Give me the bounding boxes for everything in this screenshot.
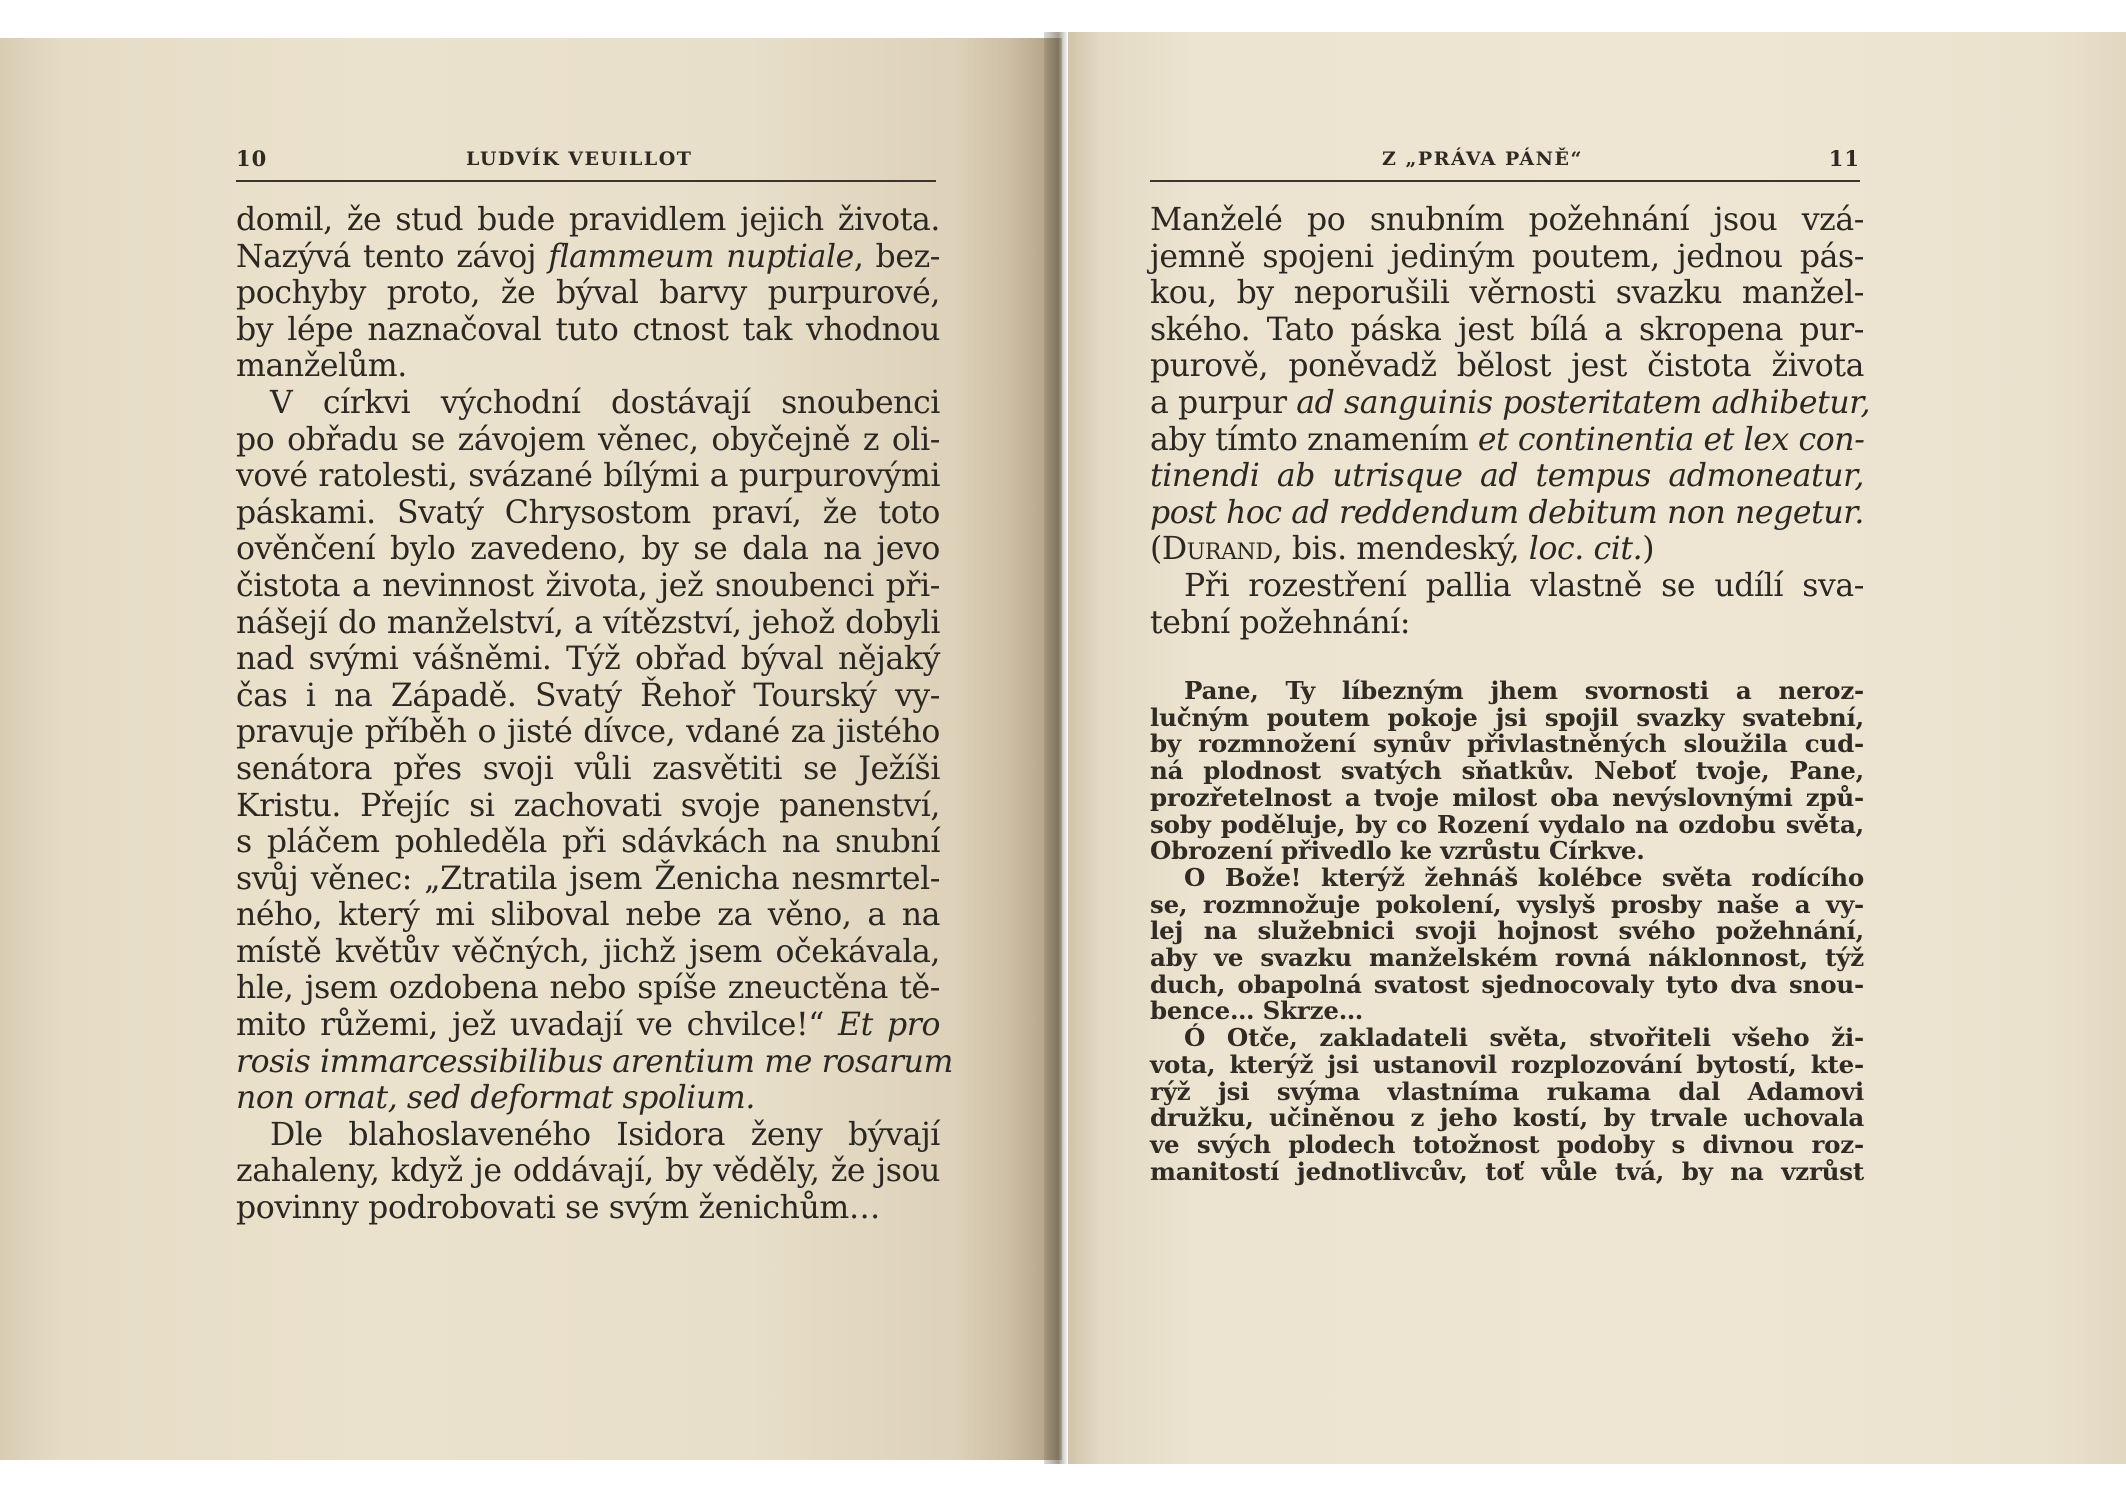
text-line [1150, 862, 1864, 892]
text-line [236, 202, 940, 239]
text-segment: Pane, Ty líbezným jhem svornosti a neroz- [1184, 676, 1864, 705]
text-line [1150, 312, 1864, 349]
text-line [1150, 348, 1864, 385]
text-line [236, 788, 940, 825]
text-line [1150, 1129, 1864, 1159]
text-segment: by rozmnožení synův přivlastněných sloužila cud- [1150, 729, 1864, 759]
left-page-header [236, 142, 936, 182]
text-line [1150, 969, 1864, 999]
text-segment: hle, jsem ozdobena nebo spíše zneuctěna tě- [236, 970, 940, 1007]
text-segment: manželům. [236, 348, 407, 385]
text-segment: kou, by neporušili věrnosti svazku manžel- [1150, 275, 1864, 312]
text-segment: Nazývá tento závoj [236, 238, 549, 275]
italic-text: flammeum nuptiale [548, 238, 854, 275]
text-segment: domil, že stud bude pravidlem jejich života. [236, 202, 940, 238]
text-segment: místě květův věčných, jichž jsem očekávala, [236, 933, 940, 970]
text-segment: pravuje příběh o jisté dívce, vdané za jistého [236, 714, 940, 751]
text-line [236, 348, 940, 385]
text-segment: povinny podrobovati se svým ženichům… [236, 1190, 880, 1227]
text-line [236, 678, 940, 715]
text-line [236, 861, 940, 898]
text-line [236, 1043, 953, 1081]
page-number-left: 10 [236, 146, 268, 171]
text-segment: ná plodnost svatých sňatkův. Neboť tvoje, Pane, [1150, 756, 1864, 786]
text-line [1150, 458, 1864, 495]
text-line [1150, 998, 1864, 1025]
running-head-right: Z „PRÁVA PÁNĚ“ [1382, 148, 1583, 170]
text-line [236, 275, 940, 312]
text-segment: ského. Tato páska jest bílá a skropena pur- [1150, 311, 1864, 348]
text-segment: soby poděluje, by co Rození vydalo na ozdobu světa, [1150, 809, 1864, 839]
text-line [236, 531, 940, 568]
text-segment: Při rozestření pallia vlastně se udílí sva- [1184, 567, 1864, 604]
text-segment: nášejí do manželství, a vítězství, jehož dobyli [236, 604, 940, 641]
text-segment: a purpur [1150, 384, 1297, 421]
text-line [236, 495, 940, 532]
text-line [1150, 605, 1864, 642]
running-head-left: LUDVÍK VEUILLOT [466, 148, 693, 170]
text-segment: mito růžemi, jež uvadají ve chvilce!“ [236, 1007, 839, 1044]
text-line [1150, 239, 1864, 276]
text-line [1150, 678, 1864, 705]
text-line [1150, 495, 1864, 532]
text-line [236, 714, 940, 751]
text-segment: vové ratolesti, svázané bílými a purpurovými [236, 458, 940, 495]
italic-text: tinendi ab utrisque ad tempus admoneatur, [1150, 458, 1864, 495]
text-line [236, 458, 940, 495]
text-line [1150, 422, 1864, 459]
text-line [236, 934, 940, 971]
left-page-body-text [236, 202, 953, 1227]
text-segment: svůj věnec: „Ztratila jsem Ženicha nesmrtel- [236, 860, 940, 897]
text-segment: družku, učiněnou z jeho kostí, by trvale uchovala [1150, 1103, 1864, 1133]
text-line [1150, 202, 1864, 239]
text-line [1150, 275, 1864, 312]
text-segment: tební požehnání: [1150, 604, 1411, 641]
text-segment: aby ve svazku manželském rovná náklonnost, týž [1150, 943, 1864, 973]
text-line [236, 239, 940, 276]
text-segment: Ó Otče, zakladateli světa, stvořiteli všeho ži- [1184, 1023, 1864, 1053]
text-segment: , bez- [853, 238, 941, 275]
text-segment: purově, poněvadž bělost jest čistota života [1150, 348, 1864, 385]
text-segment: s pláčem pohleděla při sdávkách na snubní [236, 824, 940, 861]
text-segment: ( [1150, 531, 1162, 568]
italic-text: ad sanguinis posteritatem adhibetur, [1296, 384, 1871, 421]
italic-text: loc. cit. [1528, 531, 1643, 568]
text-line [1150, 731, 1864, 758]
italic-text: rosis immarcessibilibus arentium me rosarum [236, 1043, 953, 1080]
right-page-header [1150, 142, 1860, 182]
text-line [236, 1080, 940, 1117]
text-segment: Dle blahoslaveného Isidora ženy bývají [270, 1116, 940, 1153]
page-number-right: 11 [1828, 146, 1860, 171]
book-gutter [1044, 32, 1068, 1464]
text-segment: nad svými vášněmi. Týž obřad býval nějaký [236, 641, 940, 678]
text-line [236, 1007, 940, 1044]
text-line [1150, 1025, 1864, 1052]
text-segment: lučným poutem pokoje jsi spojil svazky svatební, [1150, 702, 1864, 732]
italic-text: non ornat, sed deformat spolium. [236, 1080, 755, 1117]
text-line [1150, 1105, 1864, 1132]
text-segment: duch, obapolná svatost sjednocovaly tyto dva snou- [1150, 969, 1864, 999]
text-segment: aby tímto znamením [1150, 421, 1478, 458]
text-segment: čas i na Západě. Svatý Řehoř Tourský vy- [236, 677, 940, 714]
text-segment: jemně spojeni jediným poutem, jednou pás- [1150, 238, 1864, 275]
italic-text: Et pro [838, 1007, 941, 1044]
text-segment: ověnčení bylo zavedeno, by se dala na jevo [236, 531, 940, 568]
text-line [1150, 384, 1871, 422]
text-segment: prozřetelnost a tvoje milost oba nevýslovnými způ- [1150, 782, 1864, 812]
text-segment: ve svých plodech totožnost podoby s divnou roz- [1150, 1129, 1864, 1159]
text-line [236, 422, 940, 459]
text-segment: manitostí jednotlivcův, toť vůle tvá, by na vzrůst [1150, 1156, 1864, 1186]
text-line [1150, 1076, 1864, 1106]
text-line [236, 1190, 940, 1227]
text-line [236, 751, 940, 788]
text-line [1150, 1049, 1864, 1079]
text-line [1150, 758, 1864, 785]
italic-text: post hoc ad reddendum debitum non negetur. [1150, 494, 1865, 531]
text-line [236, 568, 940, 605]
right-page-prayer-text [1150, 678, 1864, 1185]
text-segment: zahaleny, když je oddávají, by věděly, že jsou [236, 1153, 940, 1190]
text-segment: po obřadu se závojem věnec, obyčejně z oli- [236, 421, 940, 458]
text-segment: bence… Skrze… [1150, 996, 1364, 1026]
text-line [1150, 702, 1864, 732]
text-line [236, 1117, 940, 1154]
text-line [1150, 782, 1864, 812]
text-segment: páskami. Svatý Chrysostom praví, že toto [236, 494, 940, 531]
text-line [236, 641, 940, 678]
text-line [1150, 838, 1864, 865]
text-line [1150, 945, 1864, 972]
text-segment: pochyby proto, že býval barvy purpurové, [236, 275, 940, 312]
text-segment: Obrození přivedlo ke vzrůstu Církve. [1150, 836, 1645, 866]
text-line [236, 970, 940, 1007]
text-line [1150, 918, 1864, 945]
text-line [1150, 568, 1864, 605]
text-segment: V církvi východní dostávají snoubenci [270, 384, 940, 421]
text-line [236, 897, 940, 934]
text-segment: by lépe naznačoval tuto ctnost tak vhodnou [236, 311, 940, 348]
text-segment: O Bože! kterýž žehnáš kolébce světa rodícího [1184, 862, 1864, 892]
text-segment: lej na služebnici svoji hojnost svého požehnání, [1150, 916, 1864, 946]
text-segment: ného, který mi sliboval nebe za věno, a na [236, 897, 940, 934]
text-segment: rýž jsi svýma vlastníma rukama dal Adamovi [1150, 1076, 1864, 1106]
text-line [236, 824, 940, 861]
text-line [236, 605, 940, 642]
text-segment: čistota a nevinnost života, jež snoubenci při- [236, 567, 940, 604]
text-line [1150, 889, 1864, 919]
text-segment: ) [1642, 531, 1655, 568]
text-line [236, 385, 940, 422]
right-page-body-text [1150, 202, 1871, 641]
text-line [236, 1153, 940, 1190]
text-segment: Kristu. Přejíc si zachovati svoje panenství, [236, 787, 940, 824]
text-line [236, 312, 940, 349]
text-segment: , bis. mendeský, [1272, 531, 1529, 568]
text-line [1150, 809, 1864, 839]
text-segment: Manželé po snubním požehnání jsou vzá- [1150, 202, 1864, 238]
italic-text: et continentia et lex con- [1477, 421, 1865, 458]
text-segment: vota, kterýž jsi ustanovil rozplozování bytostí, kte- [1150, 1049, 1864, 1079]
text-segment: Durand [1161, 531, 1273, 568]
text-line [1150, 1156, 1864, 1186]
text-segment: senátora přes svoji vůli zasvětiti se Ježíši [236, 750, 940, 787]
text-segment: se, rozmnožuje pokolení, vyslyš prosby naše a vy- [1150, 889, 1864, 919]
text-line [1150, 531, 1864, 568]
